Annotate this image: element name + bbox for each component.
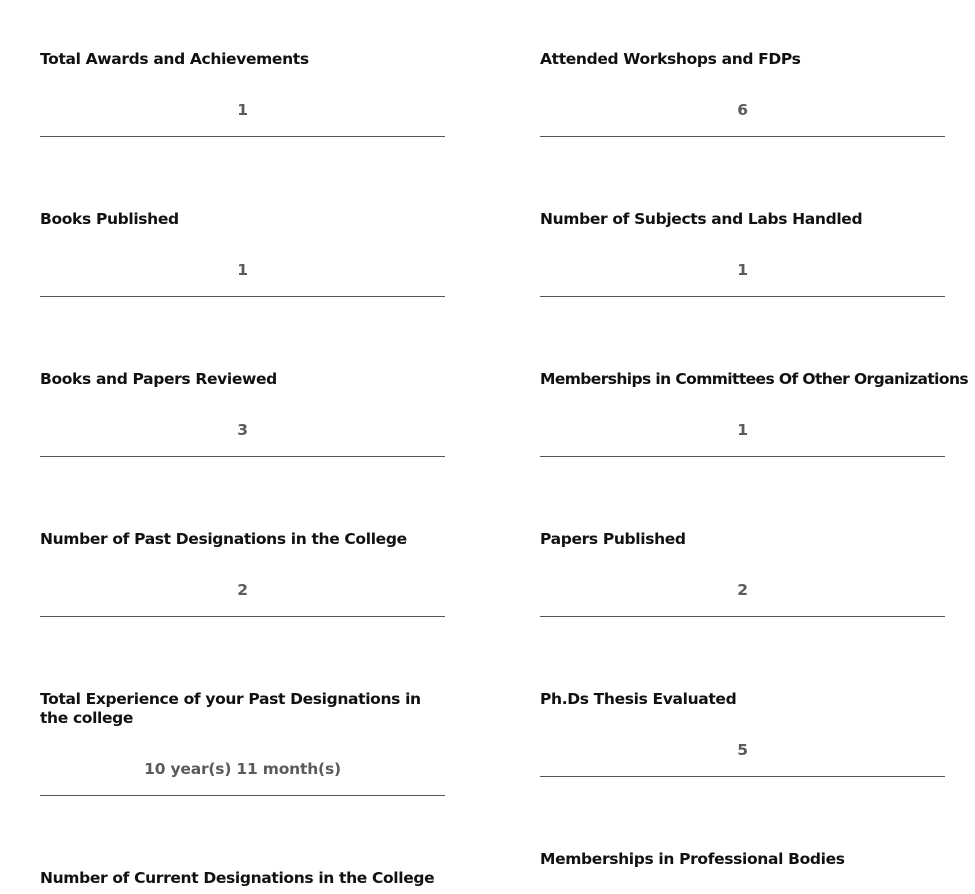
divider	[40, 136, 445, 137]
divider	[540, 456, 945, 457]
stat-value: 2	[237, 581, 248, 599]
stat-label: Number of Current Designations in the College	[40, 869, 435, 887]
stat-card-total-experience	[40, 690, 445, 796]
divider	[540, 776, 945, 777]
divider	[540, 616, 945, 617]
stat-label: Books and Papers Reviewed	[40, 370, 277, 388]
divider	[40, 616, 445, 617]
stat-value: 1	[237, 261, 248, 279]
divider	[40, 296, 445, 297]
stat-label: Memberships in Professional Bodies	[540, 850, 845, 868]
stat-label: Number of Subjects and Labs Handled	[540, 210, 863, 228]
divider	[540, 296, 945, 297]
divider	[540, 136, 945, 137]
stat-value: 5	[737, 741, 748, 759]
stat-value: 10 year(s) 11 month(s)	[144, 760, 341, 778]
stat-card-books-published	[40, 210, 445, 297]
divider	[40, 795, 445, 796]
stat-label: Ph.Ds Thesis Evaluated	[540, 690, 737, 708]
stat-card-subjects-labs	[540, 210, 945, 297]
stat-card-books-papers-reviewed	[40, 370, 445, 457]
stat-value: 3	[237, 421, 248, 439]
stat-label: Number of Past Designations in the College	[40, 530, 407, 548]
stat-value: 1	[237, 101, 248, 119]
stat-value: 6	[737, 101, 748, 119]
stat-label: Memberships in Committees Of Other Organizations	[540, 370, 969, 388]
stat-card-past-designations	[40, 530, 445, 617]
stat-label: Books Published	[40, 210, 179, 228]
stat-card-papers-published	[540, 530, 945, 617]
divider	[40, 456, 445, 457]
stat-label: Total Awards and Achievements	[40, 50, 309, 68]
stat-card-total-awards	[40, 50, 445, 137]
stat-card-memberships-committees	[540, 370, 969, 457]
stat-value: 1	[737, 421, 748, 439]
stat-card-phd-thesis	[540, 690, 945, 777]
stat-value: 2	[737, 581, 748, 599]
stat-card-current-designations	[40, 869, 445, 888]
stat-label: Papers Published	[540, 530, 686, 548]
stat-label: Total Experience of your Past Designations in the college	[40, 690, 421, 727]
stat-card-professional-memberships	[540, 850, 945, 869]
stat-value: 1	[737, 261, 748, 279]
stat-card-attended-workshops	[540, 50, 945, 137]
stat-label: Attended Workshops and FDPs	[540, 50, 801, 68]
